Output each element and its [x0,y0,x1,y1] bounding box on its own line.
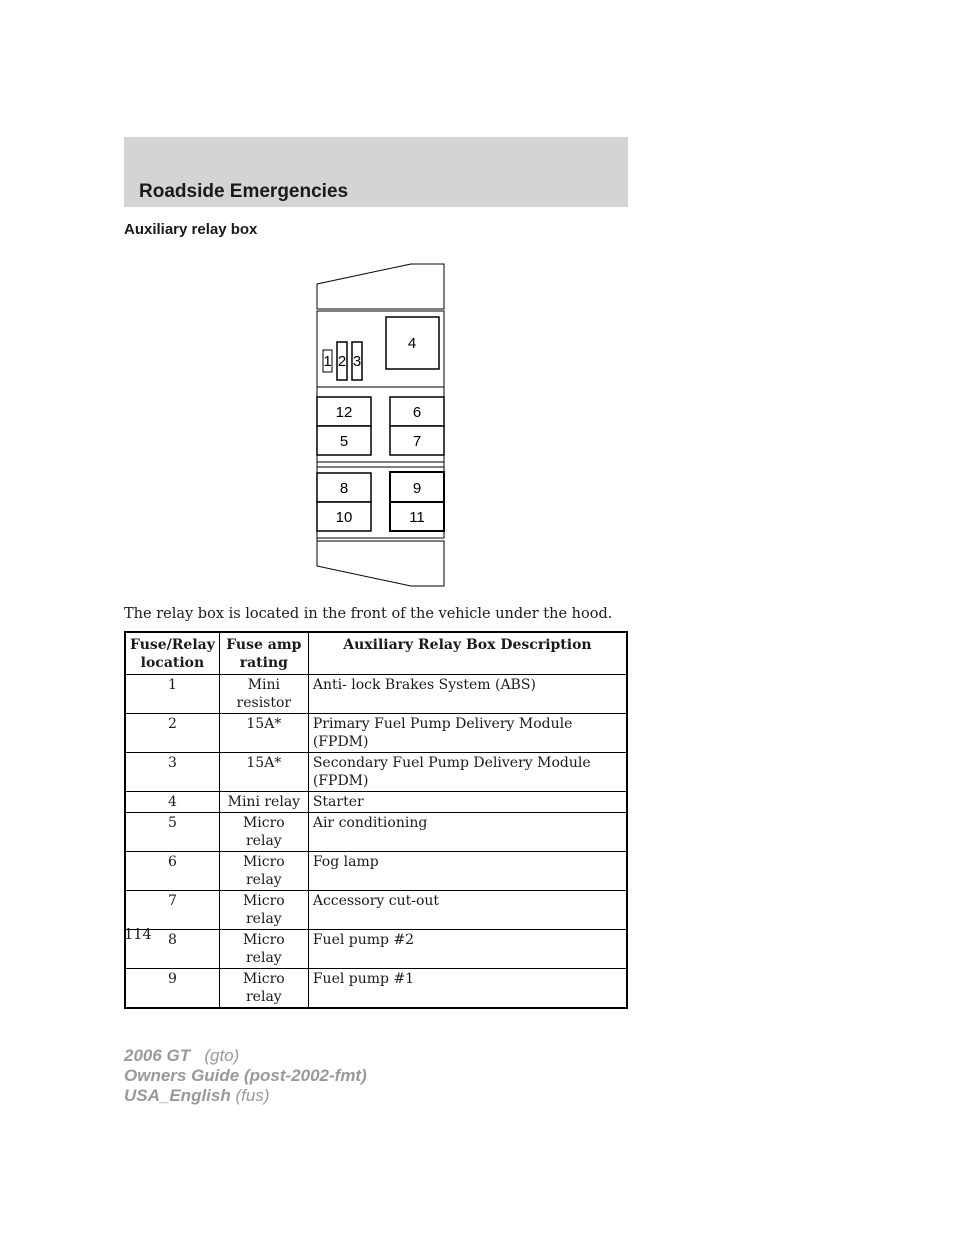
cell-rating: 15A* [219,714,308,753]
table-row [125,969,627,1009]
relay-box-diagram [310,258,450,590]
fuse-label-2: 2 [337,353,347,370]
cell-description: Accessory cut-out [308,891,627,930]
cell-rating: Mini resistor [219,675,308,714]
cell-location: 4 [125,792,219,813]
footer [124,1046,367,1106]
cell-description: Fuel pump #2 [308,930,627,969]
section-title: Roadside Emergencies [139,181,349,202]
fuse-label-3: 3 [352,353,362,370]
footer-model-code: (gto) [204,1046,240,1065]
relay-label-12: 12 [335,404,353,421]
table-row [125,753,627,792]
relay-label-5: 5 [339,433,349,450]
cell-description: Secondary Fuel Pump Delivery Module (FPDM) [308,753,627,792]
subheading: Auxiliary relay box [124,221,258,238]
table-header-row [125,632,627,675]
relay-label-11: 11 [409,509,425,526]
cell-location: 3 [125,753,219,792]
table-row [125,891,627,930]
table-row [125,675,627,714]
diagram-bottom-cap [317,541,444,586]
footer-guide: Owners Guide (post-2002-fmt) [124,1066,367,1085]
cell-rating: Micro relay [219,852,308,891]
table-row [125,930,627,969]
col-header-rating: Fuse amp rating [219,632,308,675]
table-row [125,792,627,813]
cell-location: 8 [125,930,219,969]
fuse-label-1: 1 [323,353,332,370]
cell-rating: Mini relay [219,792,308,813]
relay-label-7: 7 [412,433,422,450]
intro-text: The relay box is located in the front of the vehicle under the hood. [124,606,613,622]
cell-description: Starter [308,792,627,813]
table-body [125,675,627,1009]
cell-location: 6 [125,852,219,891]
relay-label-9: 9 [412,480,422,497]
relay-label-10: 10 [335,509,353,526]
cell-location: 7 [125,891,219,930]
relay-box-table [124,631,628,1009]
footer-model: 2006 GT [124,1046,191,1065]
page-number: 114 [124,927,152,943]
diagram-top-cap [317,264,444,309]
footer-language: USA_English [124,1086,231,1105]
table-row [125,714,627,753]
footer-language-code: (fus) [235,1086,270,1105]
relay-label-8: 8 [339,480,349,497]
cell-location: 9 [125,969,219,1009]
cell-description: Primary Fuel Pump Delivery Module (FPDM) [308,714,627,753]
cell-description: Fog lamp [308,852,627,891]
col-header-description: Auxiliary Relay Box Description [308,632,627,675]
cell-description: Anti- lock Brakes System (ABS) [308,675,627,714]
table-row [125,852,627,891]
cell-description: Air conditioning [308,813,627,852]
cell-rating: Micro relay [219,891,308,930]
cell-rating: Micro relay [219,813,308,852]
cell-rating: Micro relay [219,930,308,969]
col-header-location: Fuse/Relay location [125,632,219,675]
cell-rating: Micro relay [219,969,308,1009]
relay-label-4: 4 [407,335,417,352]
cell-location: 5 [125,813,219,852]
cell-location: 2 [125,714,219,753]
cell-location: 1 [125,675,219,714]
relay-label-6: 6 [412,404,422,421]
cell-rating: 15A* [219,753,308,792]
table-row [125,813,627,852]
cell-description: Fuel pump #1 [308,969,627,1009]
